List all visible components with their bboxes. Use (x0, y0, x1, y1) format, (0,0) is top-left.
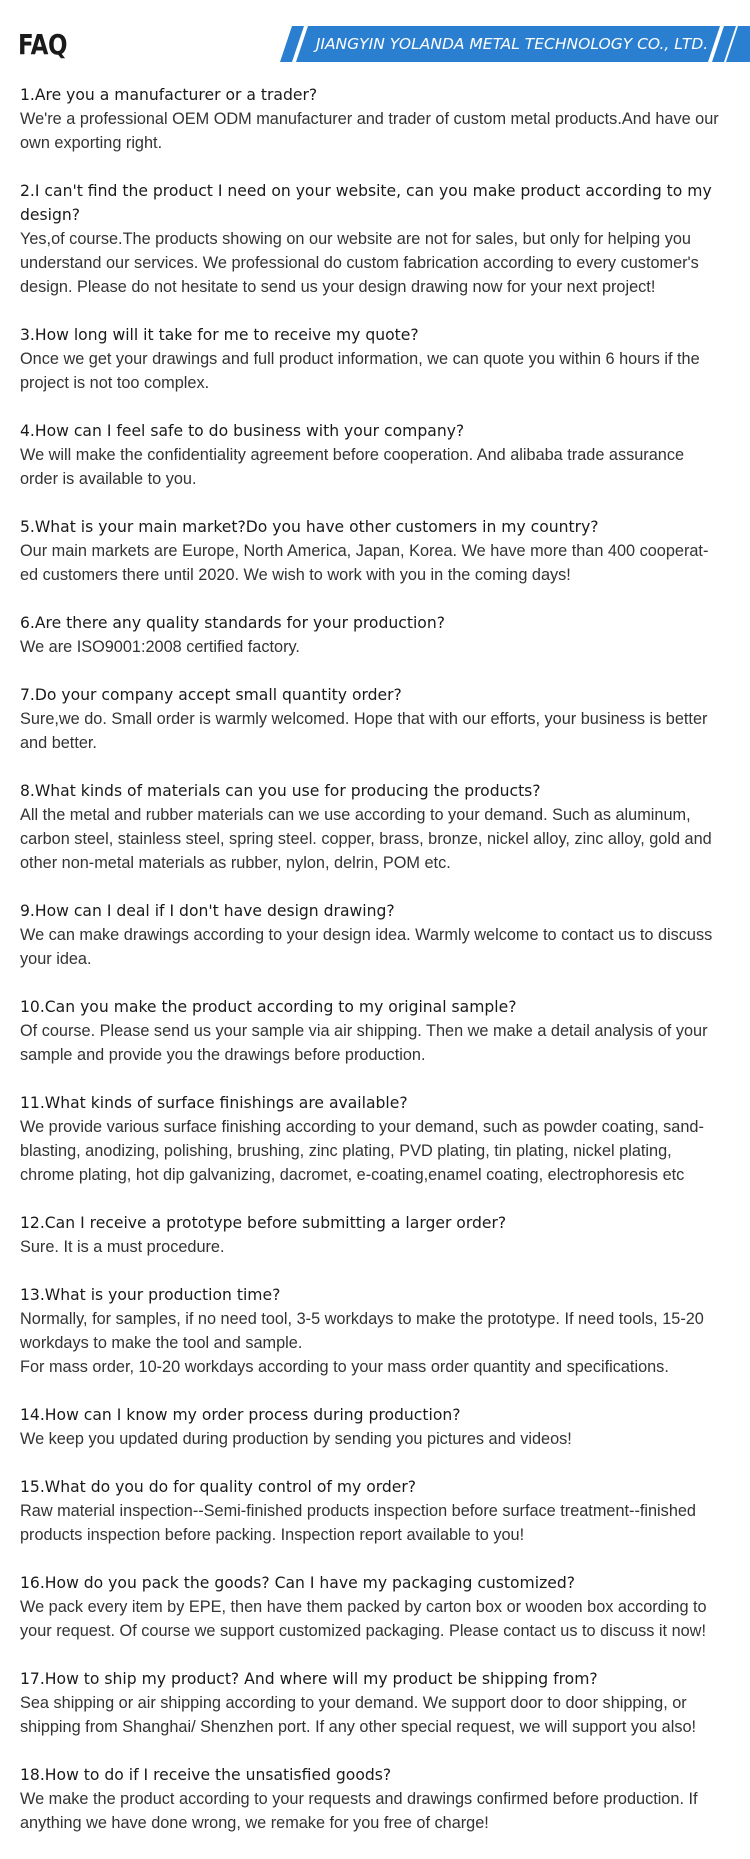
faq-question: 14.How can I know my order process during production? (20, 1406, 461, 1424)
faq-answer (20, 1235, 725, 1259)
page-title: FAQ (18, 28, 68, 61)
faq-answer (20, 539, 725, 587)
faq-answer-paragraph: For mass order, 10-20 workdays according to your mass order quantity and specifications. (20, 1358, 669, 1376)
faq-question: 16.How do you pack the goods? Can I have my packaging customized? (20, 1574, 576, 1592)
faq-answer (20, 1307, 725, 1379)
faq-answer-paragraph: Our main markets are Europe, North America, Japan, Korea. We have more than 400 cooperat-ed customers there until 2020. We wish to work with you in the coming days! (20, 542, 709, 584)
company-name: JIANGYIN YOLANDA METAL TECHNOLOGY CO., LTD. (315, 35, 709, 53)
faq-answer (20, 923, 725, 971)
faq-answer-paragraph: All the metal and rubber materials can we use according to your demand. Such as aluminum, carbon steel, stainless steel, spring steel. copper, brass, bronze, nickel alloy, zinc alloy, gold and other non-metal materials as rubber, nylon, delrin, POM etc. (20, 806, 712, 872)
faq-question: 4.How can I feel safe to do business with your company? (20, 422, 465, 440)
faq-answer (20, 1019, 725, 1067)
faq-item (20, 1283, 725, 1379)
faq-answer-paragraph: We are ISO9001:2008 certified factory. (20, 638, 300, 656)
faq-question: 2.I can't find the product I need on your website, can you make product according to my design? (20, 182, 712, 224)
faq-item (20, 1091, 725, 1187)
faq-answer-paragraph: We keep you updated during production by sending you pictures and videos! (20, 1430, 572, 1448)
faq-question: 5.What is your main market?Do you have other customers in my country? (20, 518, 599, 536)
faq-item (20, 179, 725, 299)
faq-answer (20, 443, 725, 491)
faq-question: 6.Are there any quality standards for your production? (20, 614, 445, 632)
faq-answer-paragraph: We're a professional OEM ODM manufacturer and trader of custom metal products.And have our own exporting right. (20, 110, 719, 152)
faq-answer-paragraph: We provide various surface finishing according to your demand, such as powder coating, sand-blasting, anodizing, polishing, brushing, zinc plating, PVD plating, tin plating, nickel plating, chrome plating, hot dip galvanizing, dacromet, e-coating,enamel coating, electrophoresis etc (20, 1118, 704, 1184)
faq-item (20, 899, 725, 971)
faq-answer-paragraph: We make the product according to your requests and drawings confirmed before production. If anything we have done wrong, we remake for you free of charge! (20, 1790, 698, 1832)
faq-answer (20, 1787, 725, 1835)
faq-question: 7.Do your company accept small quantity order? (20, 686, 402, 704)
faq-answer (20, 1427, 725, 1451)
faq-list (20, 83, 725, 1859)
faq-answer (20, 1691, 725, 1739)
faq-answer (20, 803, 725, 875)
faq-item (20, 1403, 725, 1451)
faq-item (20, 515, 725, 587)
faq-item (20, 779, 725, 875)
faq-answer (20, 1115, 725, 1187)
faq-item (20, 419, 725, 491)
faq-answer-paragraph: Once we get your drawings and full product information, we can quote you within 6 hours if the project is not too complex. (20, 350, 700, 392)
faq-answer (20, 1499, 725, 1547)
faq-answer (20, 635, 725, 659)
faq-answer-paragraph: Normally, for samples, if no need tool, 3-5 workdays to make the prototype. If need tools, 15-20 workdays to make the tool and sample. (20, 1310, 704, 1352)
faq-item (20, 683, 725, 755)
faq-answer (20, 1595, 725, 1643)
faq-item (20, 1475, 725, 1547)
faq-item (20, 995, 725, 1067)
faq-item (20, 1211, 725, 1259)
faq-question: 3.How long will it take for me to receive my quote? (20, 326, 419, 344)
faq-answer-paragraph: We will make the confidentiality agreement before cooperation. And alibaba trade assurance order is available to you. (20, 446, 685, 488)
faq-item (20, 1763, 725, 1835)
company-banner (280, 26, 750, 62)
faq-question: 13.What is your production time? (20, 1286, 281, 1304)
faq-question: 10.Can you make the product according to my original sample? (20, 998, 517, 1016)
faq-question: 8.What kinds of materials can you use for producing the products? (20, 782, 541, 800)
faq-answer (20, 707, 725, 755)
faq-answer (20, 227, 725, 299)
faq-answer-paragraph: We can make drawings according to your design idea. Warmly welcome to contact us to discuss your idea. (20, 926, 713, 968)
faq-answer-paragraph: Yes,of course.The products showing on our website are not for sales, but only for helping you understand our services. We professional do custom fabrication according to every customer's design. Please do not hesitate to send us your design drawing now for your next project! (20, 230, 699, 296)
faq-item (20, 83, 725, 155)
faq-question: 12.Can I receive a prototype before submitting a larger order? (20, 1214, 507, 1232)
faq-item (20, 611, 725, 659)
faq-question: 18.How to do if I receive the unsatisfied goods? (20, 1766, 392, 1784)
faq-answer-paragraph: We pack every item by EPE, then have them packed by carton box or wooden box according to your request. Of course we support customized packaging. Please contact us to discuss it now! (20, 1598, 707, 1640)
faq-item (20, 1571, 725, 1643)
faq-answer (20, 107, 725, 155)
faq-answer-paragraph: Sure,we do. Small order is warmly welcomed. Hope that with our efforts, your business is better and better. (20, 710, 708, 752)
faq-answer-paragraph: Sea shipping or air shipping according to your demand. We support door to door shipping, or shipping from Shanghai/ Shenzhen port. If any other special request, we will support you also! (20, 1694, 697, 1736)
faq-answer (20, 347, 725, 395)
faq-answer-paragraph: Raw material inspection--Semi-finished products inspection before surface treatment--finished products inspection before packing. Inspection report available to you! (20, 1502, 696, 1544)
faq-question: 9.How can I deal if I don't have design drawing? (20, 902, 395, 920)
faq-question: 1.Are you a manufacturer or a trader? (20, 86, 318, 104)
faq-question: 11.What kinds of surface finishings are available? (20, 1094, 408, 1112)
faq-answer-paragraph: Of course. Please send us your sample via air shipping. Then we make a detail analysis of your sample and provide you the drawings before production. (20, 1022, 708, 1064)
faq-question: 15.What do you do for quality control of my order? (20, 1478, 417, 1496)
page-header (0, 0, 750, 78)
faq-item (20, 323, 725, 395)
faq-answer-paragraph: Sure. It is a must procedure. (20, 1238, 225, 1256)
faq-question: 17.How to ship my product? And where will my product be shipping from? (20, 1670, 598, 1688)
faq-item (20, 1667, 725, 1739)
